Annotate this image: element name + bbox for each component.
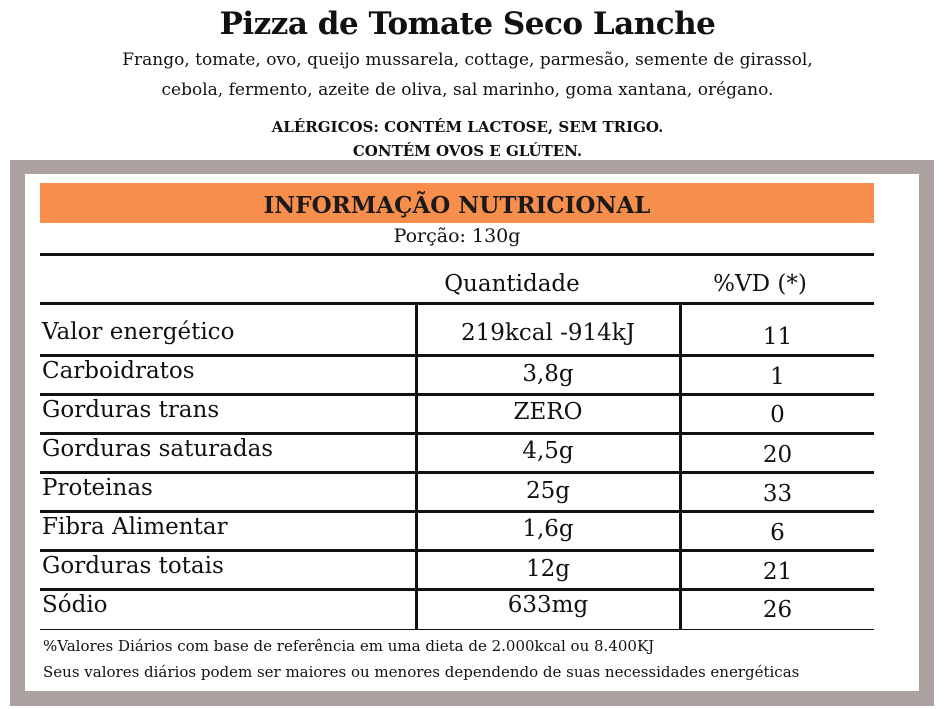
footnote-daily-values: %Valores Diários com base de referência em uma dieta de 2.000kcal ou 8.400KJ: [43, 637, 655, 655]
portion-size: Porção: 130g: [393, 225, 521, 247]
nutrient-name: Fibra Alimentar: [42, 514, 228, 540]
nutrition-facts-panel: [10, 160, 934, 706]
nutrient-name: Valor energético: [42, 319, 235, 345]
nutrition-header: INFORMAÇÃO NUTRICIONAL: [263, 192, 651, 219]
nutrient-name: Sódio: [42, 592, 108, 618]
nutrient-quantity: 1,6g: [522, 516, 574, 542]
allergens-line-1: ALÉRGICOS: CONTÉM LACTOSE, SEM TRIGO.: [271, 118, 664, 136]
divider-portion: [40, 253, 874, 256]
ingredients-line-1: Frango, tomate, ovo, queijo mussarela, cottage, parmesão, semente de girassol,: [122, 50, 813, 70]
footnote-energy-needs: Seus valores diários podem ser maiores ou menores dependendo de suas necessidades energéticas: [43, 663, 800, 681]
divider-table-bottom: [40, 629, 874, 630]
ingredients-line-2: cebola, fermento, azeite de oliva, sal marinho, goma xantana, orégano.: [161, 80, 774, 100]
divider-row-4: [40, 471, 874, 474]
nutrient-name: Proteinas: [42, 475, 153, 501]
nutrient-vd: 6: [770, 520, 785, 546]
nutrient-vd: 0: [770, 402, 785, 428]
nutrient-vd: 21: [762, 559, 793, 585]
nutrient-quantity: 4,5g: [522, 438, 574, 464]
nutrient-quantity: 25g: [526, 478, 570, 504]
nutrient-vd: 11: [762, 324, 793, 350]
nutrient-quantity: 12g: [526, 556, 570, 582]
nutrient-quantity: 633mg: [507, 592, 589, 618]
nutrient-vd: 20: [762, 442, 793, 468]
nutrient-quantity: 3,8g: [522, 361, 574, 387]
product-title: Pizza de Tomate Seco Lanche: [219, 6, 716, 42]
nutrient-quantity: 219kcal -914kJ: [461, 320, 635, 346]
column-header-quantity: Quantidade: [444, 271, 580, 297]
nutrient-name: Gorduras saturadas: [42, 436, 274, 462]
nutrient-name: Carboidratos: [42, 358, 195, 384]
nutrient-quantity: ZERO: [513, 399, 583, 425]
divider-col-heads: [40, 302, 874, 305]
nutrient-name: Gorduras trans: [42, 397, 220, 423]
nutrient-name: Gorduras totais: [42, 553, 224, 579]
nutrient-vd: 33: [762, 481, 793, 507]
allergens-line-2: CONTÉM OVOS E GLÚTEN.: [352, 142, 583, 160]
nutrient-vd: 26: [762, 597, 793, 623]
column-header-vd: %VD (*): [713, 271, 807, 297]
nutrient-vd: 1: [770, 364, 785, 390]
